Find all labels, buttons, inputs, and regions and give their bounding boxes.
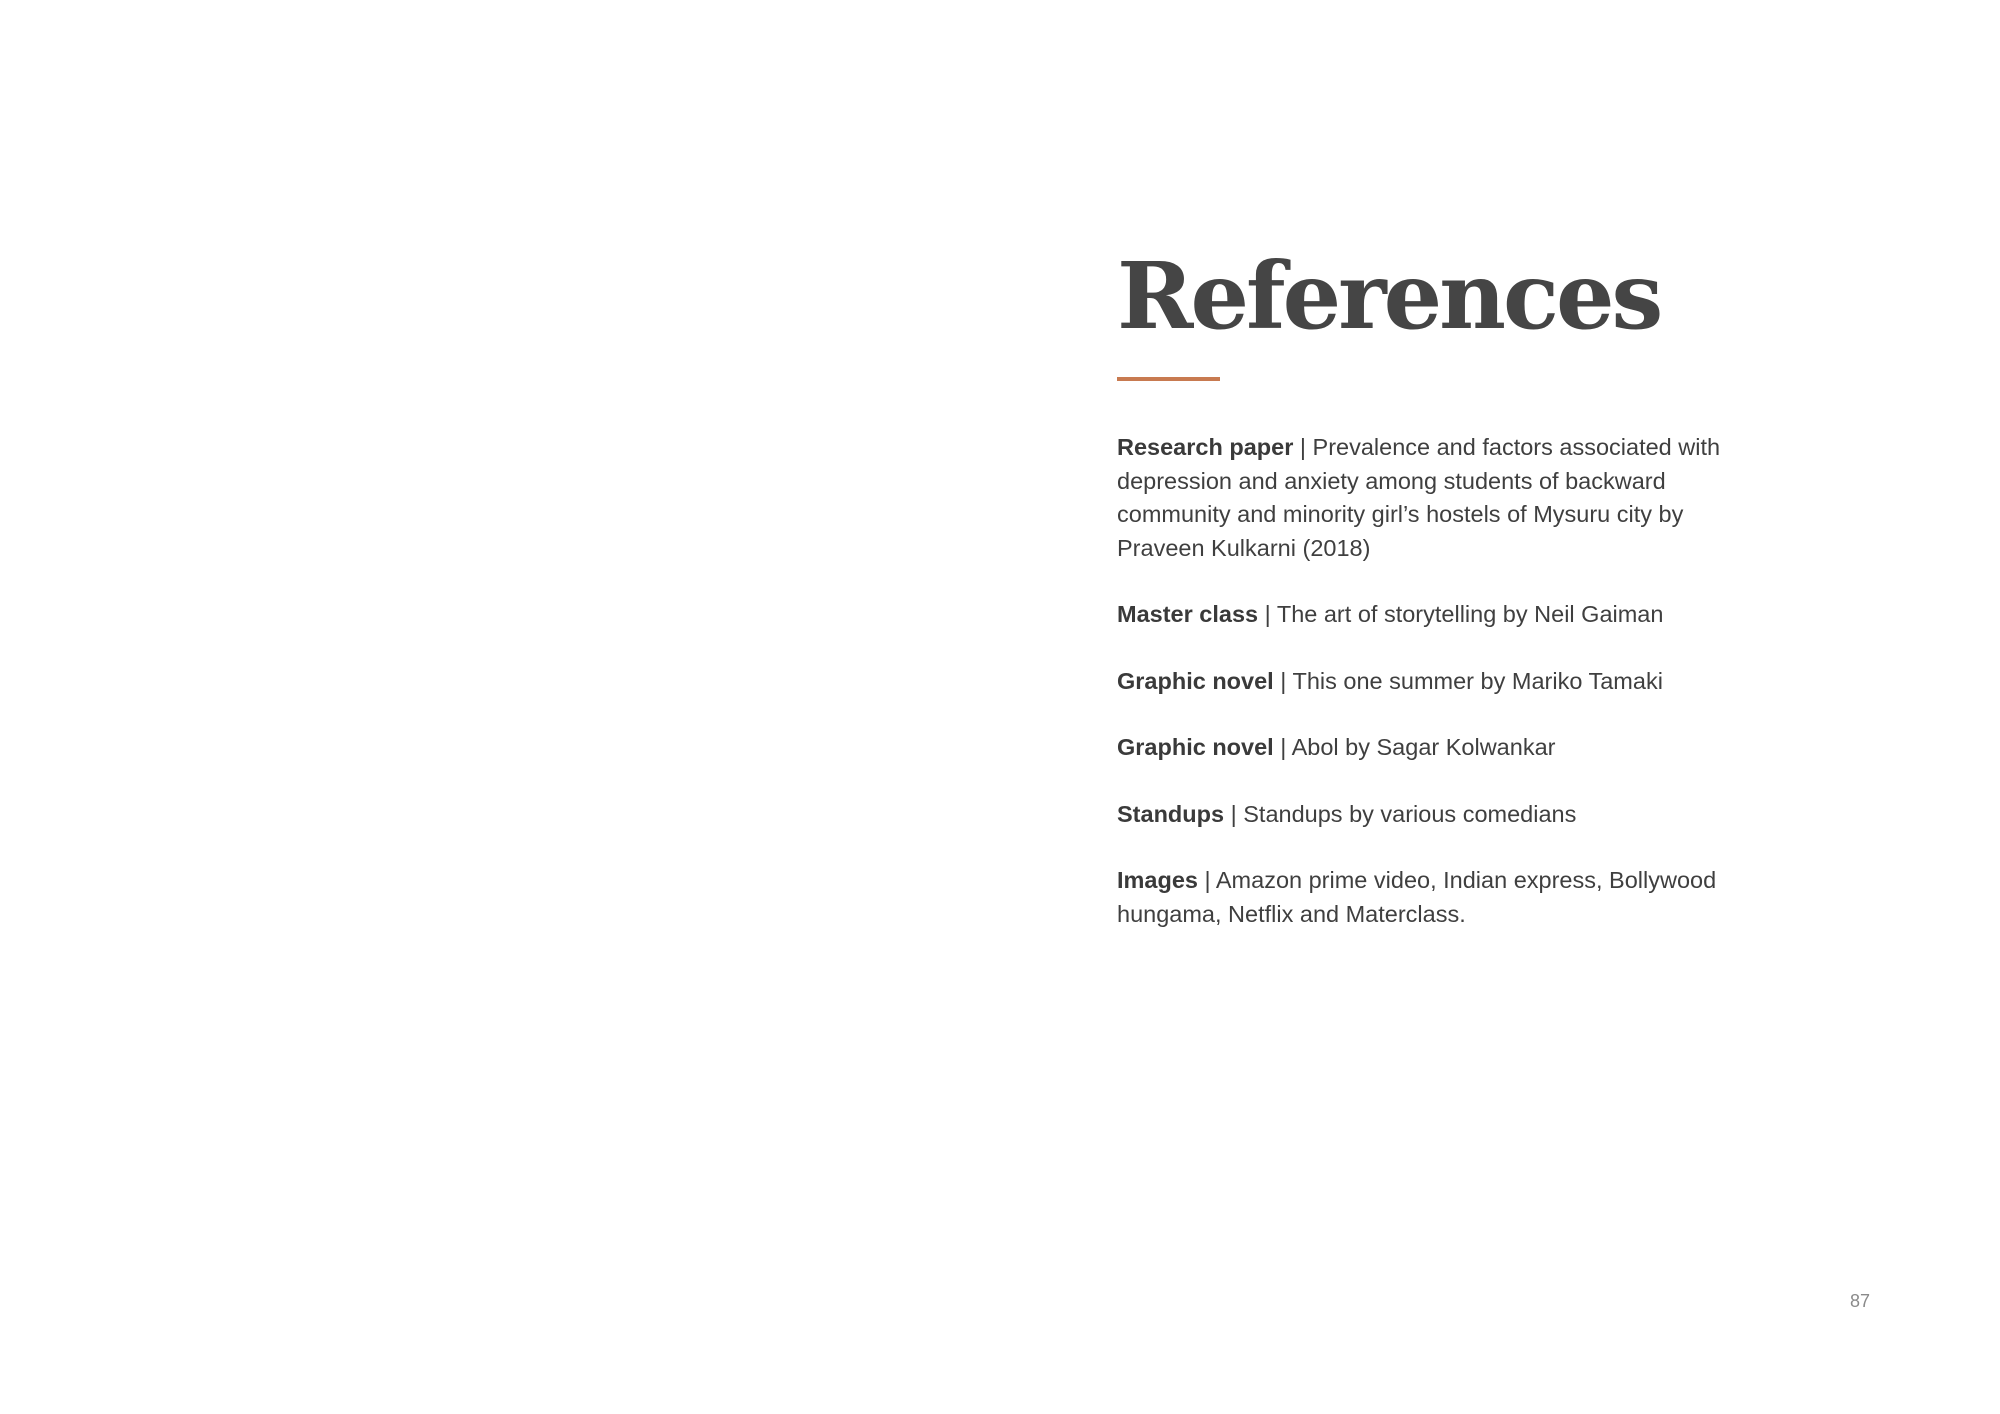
reference-label: Graphic novel	[1117, 734, 1274, 760]
reference-text: Prevalence and factors associated with depression and anxiety among students of backward community and minority girl’s hostels of Mysuru city by Praveen Kulkarni (2018)	[1117, 434, 1721, 561]
reference-label: Research paper	[1117, 434, 1294, 460]
reference-text: Amazon prime video, Indian express, Bollywood hungama, Netflix and Materclass.	[1117, 867, 1717, 927]
page-number: 87	[1849, 1291, 1870, 1311]
reference-separator: |	[1273, 734, 1292, 760]
reference-item-master-class	[1117, 598, 1757, 632]
reference-item-graphic-novel-1	[1117, 665, 1757, 699]
reference-text: The art of storytelling by Neil Gaiman	[1276, 601, 1664, 627]
reference-separator: |	[1258, 601, 1277, 627]
reference-text: This one summer by Mariko Tamaki	[1292, 667, 1663, 694]
reference-label: Graphic novel	[1117, 667, 1274, 694]
reference-label: Standups	[1117, 800, 1225, 827]
reference-item-research-paper	[1117, 431, 1757, 565]
reference-item-images	[1117, 864, 1757, 931]
reference-separator: |	[1273, 667, 1293, 694]
page-title: References	[1117, 242, 1661, 350]
reference-separator: |	[1198, 867, 1216, 893]
references-section	[1117, 240, 1757, 964]
reference-item-graphic-novel-2	[1117, 731, 1757, 765]
reference-item-standups	[1117, 798, 1757, 832]
reference-list	[1117, 431, 1757, 931]
reference-separator: |	[1224, 800, 1244, 827]
reference-label: Images	[1117, 867, 1198, 893]
reference-text: Standups by various comedians	[1243, 800, 1577, 827]
reference-text: Abol by Sagar Kolwankar	[1291, 734, 1556, 760]
reference-label: Master class	[1117, 601, 1259, 627]
reference-separator: |	[1293, 434, 1313, 460]
title-underline-accent	[1117, 377, 1220, 381]
